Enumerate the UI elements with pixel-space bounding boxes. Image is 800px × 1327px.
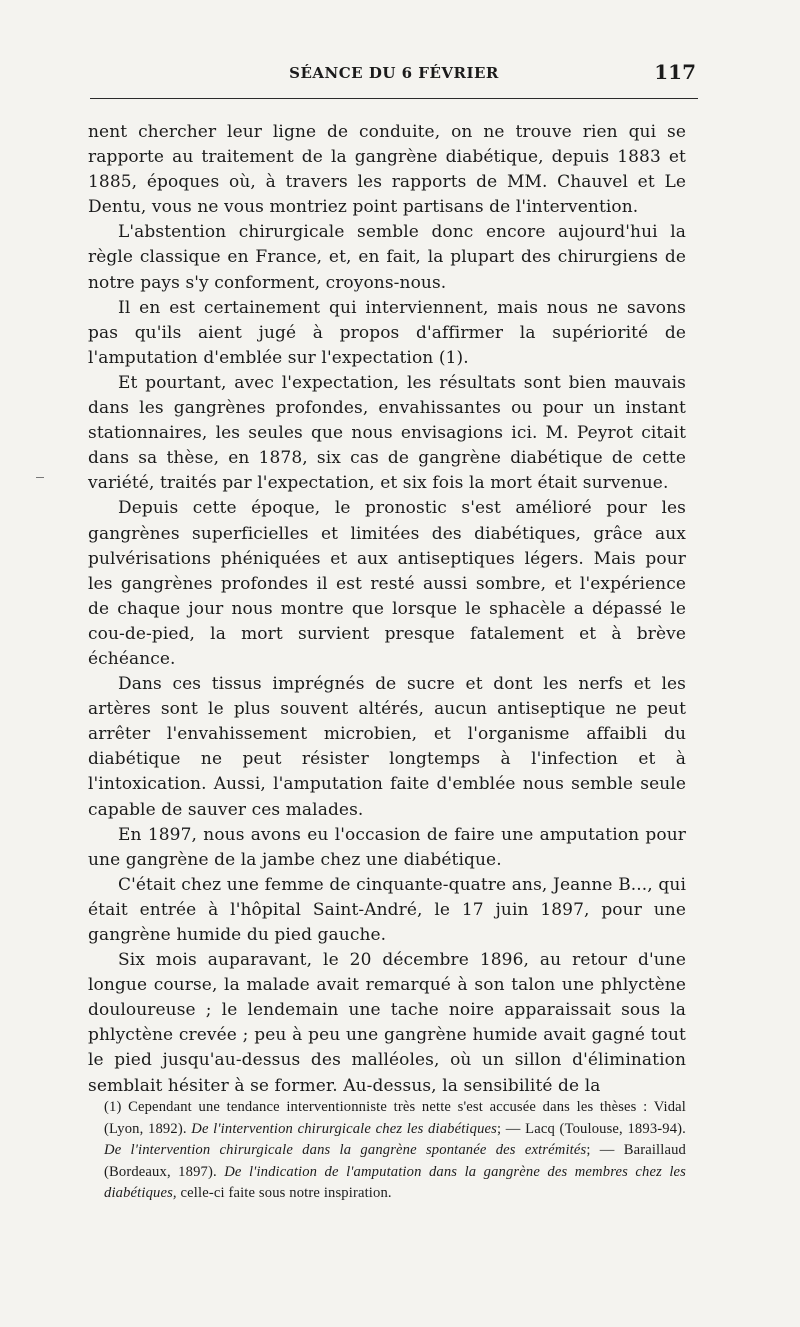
footnote-text: ; — Baraillaud (Bordeaux, 1897). [104, 1142, 686, 1180]
footnote-text: celle-ci faite sous notre inspiration. [176, 1185, 392, 1201]
running-title: SÉANCE DU 6 FÉVRIER [289, 64, 499, 82]
paragraph: L'abstention chirurgicale semble donc encore aujourd'hui la règle classique en France, et, en fait, la plupart des chirurgiens de notre pays s'y conforment, croyons-nous. [88, 222, 686, 293]
paragraph: En 1897, nous avons eu l'occasion de faire une amputation pour une gangrène de la jambe chez une diabétique. [88, 824, 686, 870]
paragraph: Dans ces tissus imprégnés de sucre et dont les nerfs et les artères sont le plus souvent altérés, aucun antiseptique ne peut arrêter l'envahissement microbien, et l'organisme affaibli du diabétique ne peut résister longtemps à l'infection et à l'intoxication. Aussi, l'amputation faite d'emblée nous semble seule capable de sauver ces malades. [88, 674, 686, 820]
margin-mark [36, 477, 44, 478]
paragraph: Depuis cette époque, le pronostic s'est amélioré pour les gangrènes superficielles et limitées des diabétiques, grâce aux pulvérisations phéniquées et aux antiseptiques légers. Mais pour les gangrènes profondes il est resté aussi sombre, et l'expérience de chaque jour nous montre que lorsque le sphacèle a dépassé le cou-de-pied, la mort survient presque fatalement et à brève échéance. [88, 498, 686, 669]
header-rule [90, 98, 698, 99]
paragraph: Six mois auparavant, le 20 décembre 1896, au retour d'une longue course, la malade avait remarqué à son talon une phlyctène douloureuse ; le lendemain une tache noire apparaissait sous la phlyctène crevée ; peu à peu une gangrène humide avait gagné tout le pied jusqu'au-dessus des malléoles, où un sillon d'élimination semblait hésiter à se former. Au-dessus, la sensibilité de la [88, 950, 686, 1096]
page-number: 117 [654, 60, 696, 84]
footnote [104, 1097, 686, 1205]
paragraph: Il en est certainement qui interviennent, mais nous ne savons pas qu'ils aient jugé à propos d'affirmer la supériorité de l'amputation d'emblée sur l'expectation (1). [88, 297, 686, 368]
page-header [90, 58, 698, 98]
main-text [88, 120, 686, 1099]
footnote-text: ; — Lacq (Toulouse, 1893-94). [496, 1120, 686, 1137]
paragraph: C'était chez une femme de cinquante-quatre ans, Jeanne B..., qui était entrée à l'hôpital Saint-André, le 17 juin 1897, pour une gangrène humide du pied gauche. [88, 874, 686, 945]
footnote-title-italic: De l'indication de l'amputation dans la gangrène des membres chez les diabétiques, [104, 1163, 686, 1201]
footnote-title-italic: De l'intervention chirurgicale dans la gangrène spontanée des extrémités [104, 1142, 587, 1158]
paragraph: Et pourtant, avec l'expectation, les résultats sont bien mauvais dans les gangrènes profondes, envahissantes ou pour un instant stationnaires, les seules que nous envisagions ici. M. Peyrot citait dans sa thèse, en 1878, six cas de gangrène diabétique de cette variété, traités par l'expectation, et six fois la mort était survenue. [88, 372, 686, 494]
footnote-title-italic: De l'intervention chirurgicale chez les diabétiques [191, 1120, 497, 1137]
footnote-text: (1) Cependant une tendance interventionniste très nette s'est accusée dans les thèses : Vidal (Lyon, 1892). [104, 1099, 686, 1137]
paragraph: nent chercher leur ligne de conduite, on ne trouve rien qui se rapporte au traitement de la gangrène diabétique, depuis 1883 et 1885, époques où, à travers les rapports de MM. Chauvel et Le Dentu, vous ne vous montriez point partisans de l'intervention. [88, 122, 686, 218]
